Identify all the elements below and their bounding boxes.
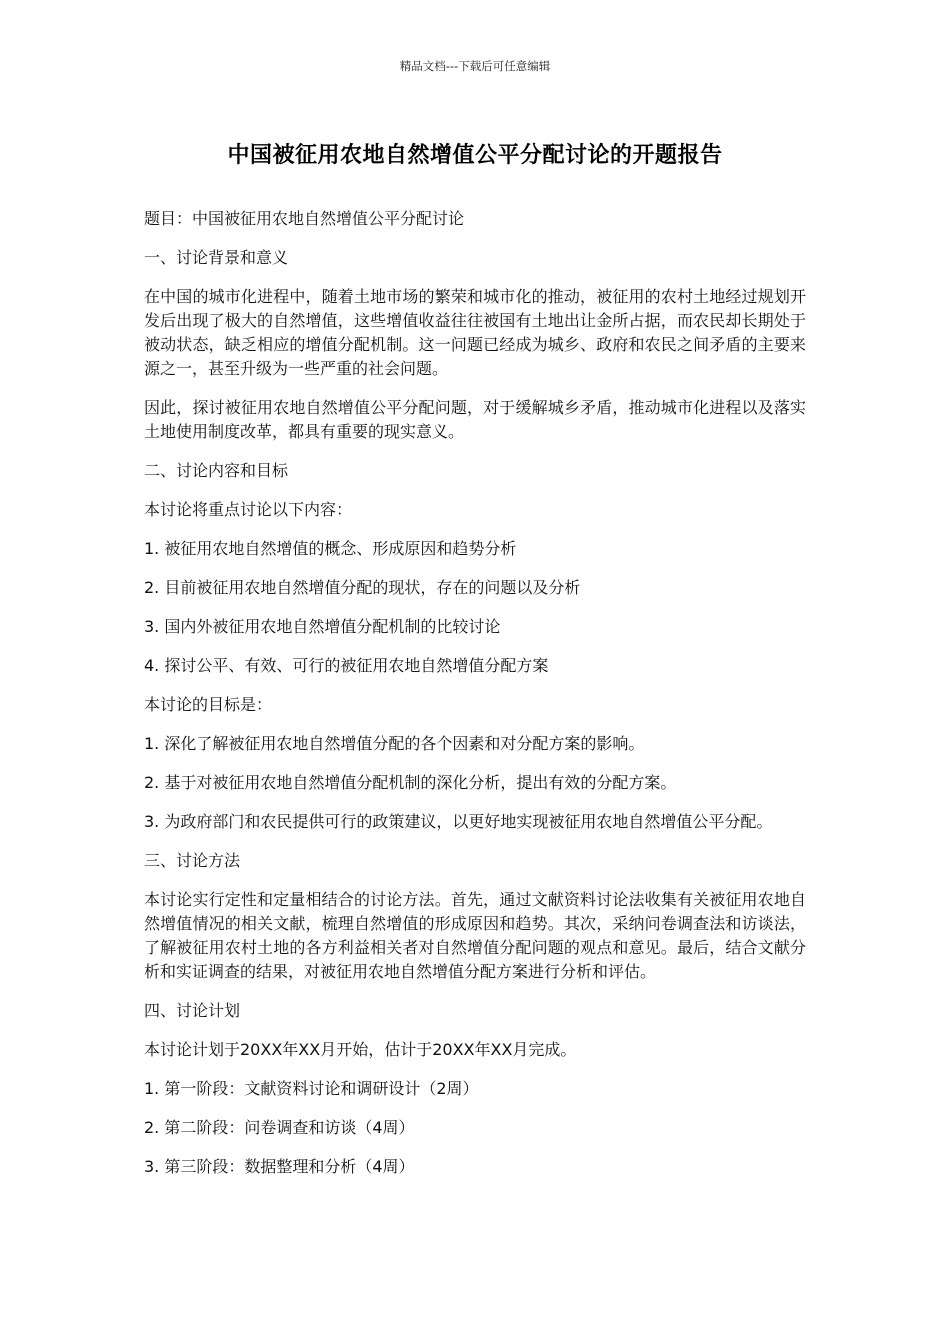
content-item: 3. 国内外被征用农地自然增值分配机制的比较讨论 (144, 617, 501, 636)
plan-stage: 2. 第二阶段：问卷调查和访谈（4周） (144, 1118, 415, 1137)
section-heading-method: 三、讨论方法 (144, 851, 241, 870)
goal-item: 3. 为政府部门和农民提供可行的政策建议，以更好地实现被征用农地自然增值公平分配。 (144, 812, 773, 831)
significance-paragraph: 因此，探讨被征用农地自然增值公平分配问题，对于缓解城乡矛盾，推动城市化进程以及落实土地使用制度改革，都具有重要的现实意义。 (144, 398, 806, 441)
method-paragraph: 本讨论实行定性和定量相结合的讨论方法。首先，通过文献资料讨论法收集有关被征用农地自然增值情况的相关文献，梳理自然增值的形成原因和趋势。其次，采纳问卷调查法和访谈法，了解被征用农村土地的各方利益相关者对自然增值分配问题的观点和意见。最后，结合文献分析和实证调查的结果，对被征用农地自然增值分配方案进行分析和评估。 (144, 890, 806, 981)
document-title: 中国被征用农地自然增值公平分配讨论的开题报告 (227, 143, 723, 168)
background-paragraph: 在中国的城市化进程中，随着土地市场的繁荣和城市化的推动，被征用的农村土地经过规划开发后出现了极大的自然增值，这些增值收益往往被国有土地出让金所占据，而农民却长期处于被动状态，缺乏相应的增值分配机制。这一问题已经成为城乡、政府和农民之间矛盾的主要来源之一，甚至升级为一些严重的社会问题。 (144, 287, 806, 378)
content-item: 2. 目前被征用农地自然增值分配的现状，存在的问题以及分析 (144, 578, 581, 597)
topic-line: 题目：中国被征用农地自然增值公平分配讨论 (144, 209, 465, 228)
goal-item: 1. 深化了解被征用农地自然增值分配的各个因素和对分配方案的影响。 (144, 734, 645, 753)
content-item: 1. 被征用农地自然增值的概念、形成原因和趋势分析 (144, 539, 517, 558)
plan-stage: 1. 第一阶段：文献资料讨论和调研设计（2周） (144, 1079, 479, 1098)
section-heading-content: 二、讨论内容和目标 (144, 461, 289, 480)
section-heading-plan: 四、讨论计划 (144, 1001, 241, 1020)
goal-item: 2. 基于对被征用农地自然增值分配机制的深化分析，提出有效的分配方案。 (144, 773, 677, 792)
plan-intro: 本讨论计划于20XX年XX月开始，估计于20XX年XX月完成。 (144, 1040, 577, 1059)
content-item: 4. 探讨公平、有效、可行的被征用农地自然增值分配方案 (144, 656, 549, 675)
header-note: 精品文档---下载后可任意编辑 (399, 59, 551, 73)
section-heading-background: 一、讨论背景和意义 (144, 248, 289, 267)
goals-intro: 本讨论的目标是： (144, 695, 273, 714)
content-intro: 本讨论将重点讨论以下内容： (144, 500, 353, 519)
document-body (144, 207, 806, 1194)
plan-stage: 3. 第三阶段：数据整理和分析（4周） (144, 1157, 415, 1176)
